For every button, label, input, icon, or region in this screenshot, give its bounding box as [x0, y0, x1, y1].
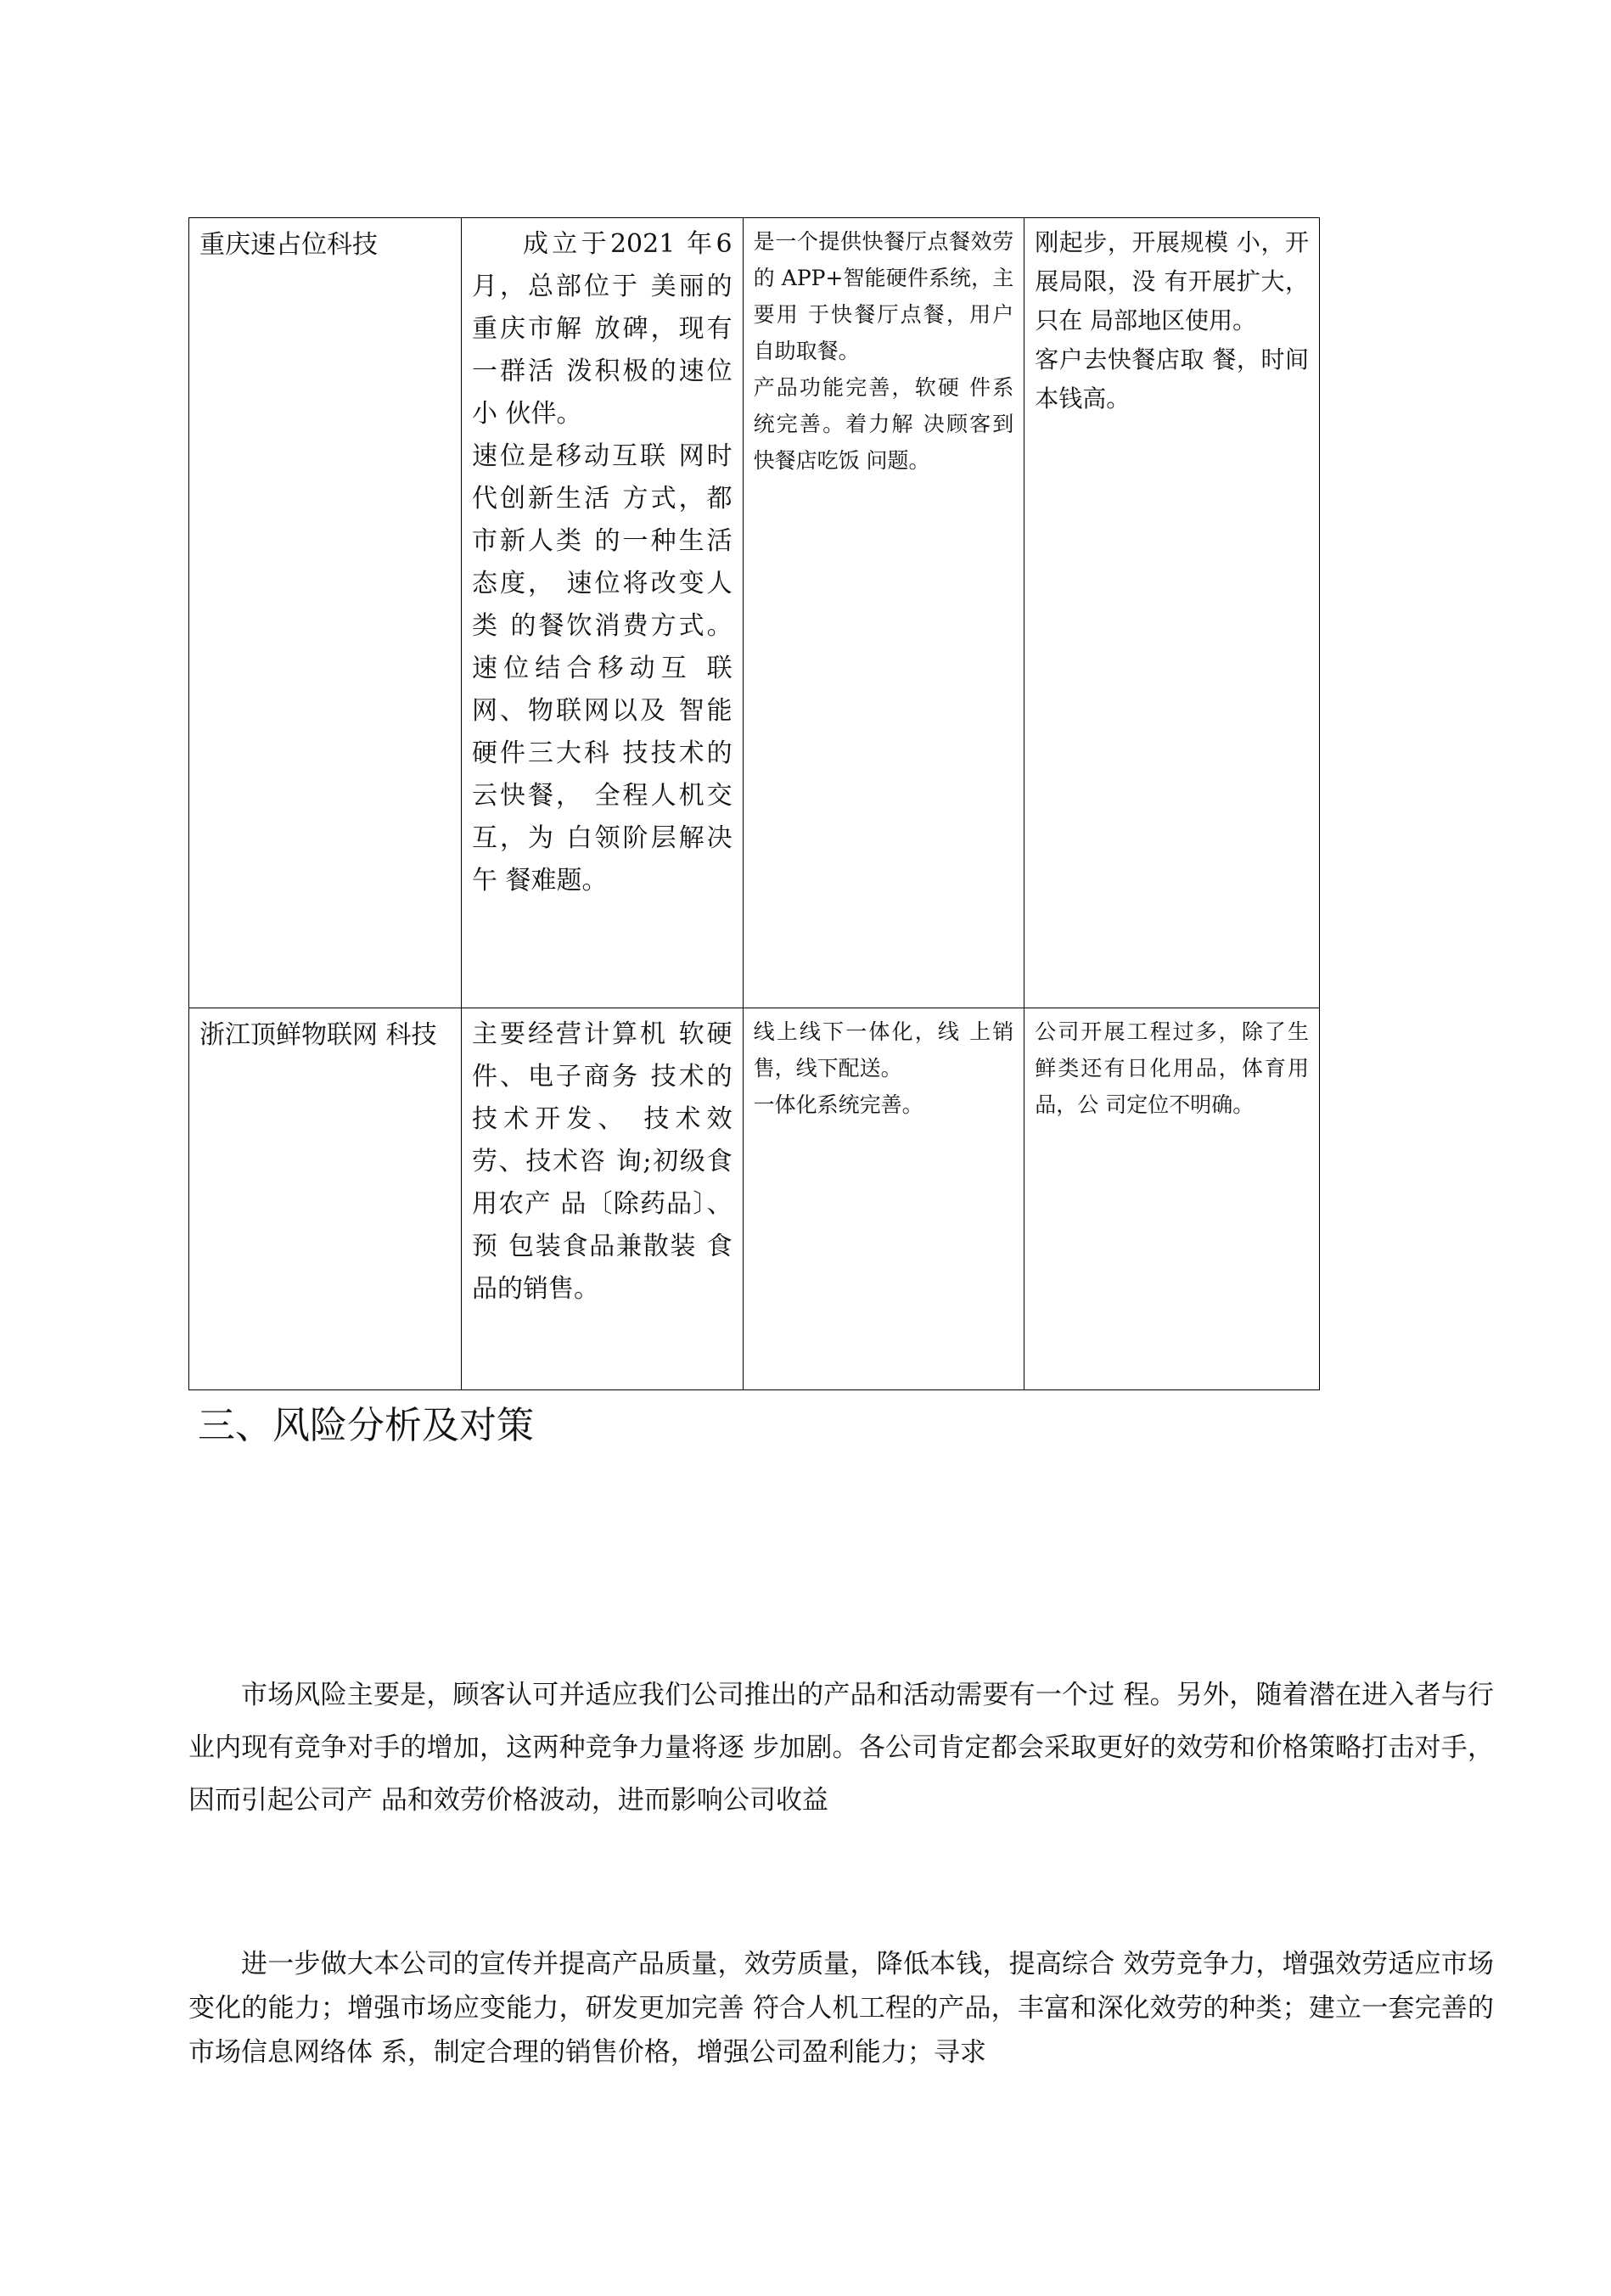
company-name-cell: [189, 1008, 462, 1390]
weaknesses-cell: [1024, 218, 1320, 1008]
features-paragraph: 是一个提供快餐厅点餐效劳的 APP+智能硬件系统，主要用 于快餐厅点餐，用户 自助取餐。: [753, 229, 1014, 363]
features-paragraph: 产品功能完善，软硬 件系统完善。着力解 决顾客到快餐店吃饭 问题。: [753, 375, 1014, 473]
company-name-cell: [189, 218, 462, 1008]
weaknesses-cell: [1024, 1008, 1320, 1390]
product-features-cell: [743, 218, 1024, 1008]
section-heading: 三、风险分析及对策: [198, 1404, 534, 1447]
description-paragraph: 成立于2021 年6 月，总部位于 美丽的重庆市解 放碑，现有一群活 泼积极的速位小 伙伴。: [471, 229, 733, 429]
table-row: [189, 1008, 1320, 1390]
body-paragraph: 进一步做大本公司的宣传并提高产品质量，效劳质量，降低本钱，提高综合 效劳竞争力，增强效劳适应市场变化的能力；增强市场应变能力，研发更加完善 符合人机工程的产品，丰富和深化效劳的种类；建立一套完善的市场信息网络体 系，制定合理的销售价格，增强公司盈利能力；寻求: [188, 1949, 1494, 2068]
description-paragraph: 速位是移动互联 网时代创新生活 方式，都市新人类 的一种生活态度， 速位将改变人类 的餐饮消费方式。 速位结合移动互 联网、物联网以及 智能硬件三大科 技技术的云快餐， 全程人机交互，为 白领阶层解决午 餐难题。: [471, 441, 733, 895]
company-name: 浙江顶鲜物联网 科技: [199, 1020, 437, 1050]
description-paragraph: 主要经营计算机 软硬件、电子商务 技术的技术开发、 技术效劳、技术咨 询;初级食用农产 品〔除药品〕、预 包装食品兼散装 食品的销售。: [471, 1019, 733, 1304]
features-paragraph: 线上线下一体化，线 上销售，线下配送。: [753, 1019, 1014, 1081]
table-row: [189, 218, 1320, 1008]
product-features-cell: [743, 1008, 1024, 1390]
competitor-table: [188, 217, 1320, 1390]
company-description-cell: [461, 218, 743, 1008]
company-description-cell: [461, 1008, 743, 1390]
weakness-paragraph: 客户去快餐店取 餐，时间本钱高。: [1035, 345, 1309, 413]
company-name: 重庆速占位科技: [199, 230, 378, 260]
body-paragraph: 市场风险主要是，顾客认可并适应我们公司推出的产品和活动需要有一个过 程。另外，随着潜在进入者与行业内现有竞争对手的增加，这两种竞争力量将逐 步加剧。各公司肯定都会采取更好的效劳和价格策略打击对手，因而引起公司产 品和效劳价格波动，进而影响公司收益: [188, 1680, 1494, 1816]
weakness-paragraph: 公司开展工程过多，除了生鲜类还有日化用品，体育用品，公 司定位不明确。: [1035, 1019, 1309, 1117]
weakness-paragraph: 刚起步，开展规模 小，开展局限，没 有开展扩大，只在 局部地区使用。: [1035, 228, 1309, 334]
features-paragraph: 一体化系统完善。: [753, 1092, 923, 1117]
